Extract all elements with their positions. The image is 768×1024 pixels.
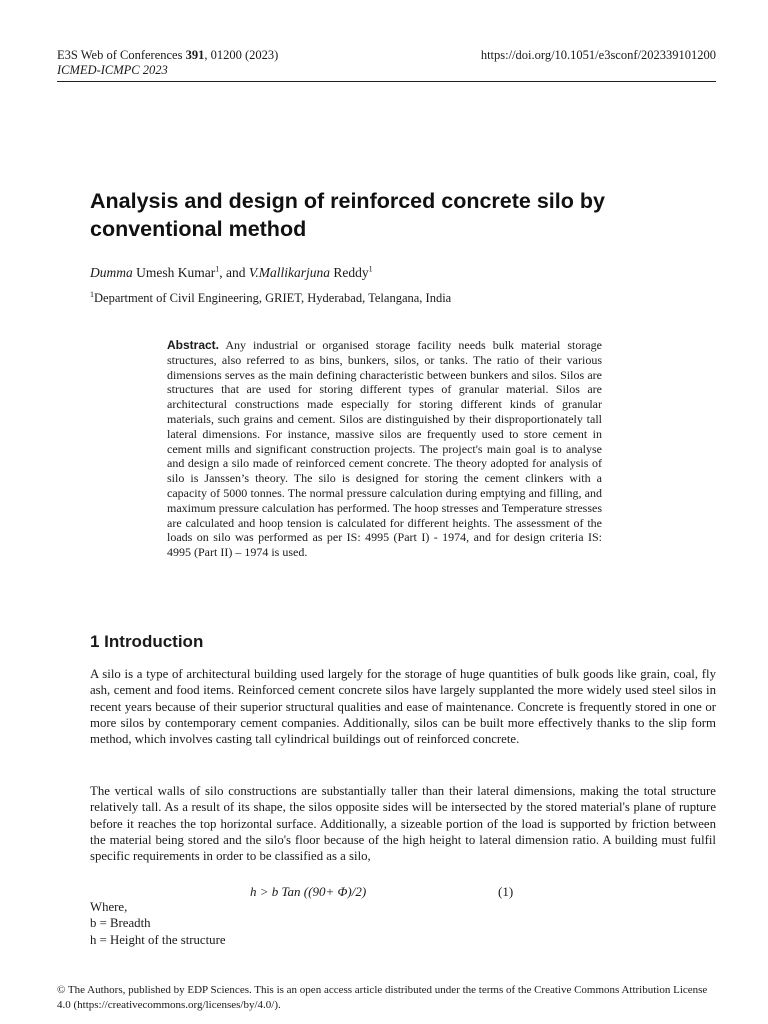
author-list bbox=[90, 265, 373, 281]
definition-h: h = Height of the structure bbox=[90, 932, 226, 947]
equation-1-number: (1) bbox=[498, 884, 514, 899]
journal-prefix: E3S Web of Conferences bbox=[57, 48, 186, 62]
abstract bbox=[167, 338, 602, 560]
intro-paragraph-2: The vertical walls of silo constructions are substantially taller than their lateral dimensions, making the total structure relatively tall. As a result of its shape, the silos opposite sides will be intersected by the stored material's plane of rupture before it reaches the top horizontal surface. Additionally, a sizeable portion of the load is supported by friction between the material being stored and the silo's floor because of the high height to lateral dimension ratio. A building must fulfil specific requirements in order to be classified as a silo, bbox=[90, 784, 716, 864]
abstract-text: Any industrial or organised storage facility needs bulk material storage structures, also referred to as bins, bunkers, silos, or tanks. The ratio of their various dimensions serves as the main defining characteristic between bunkers and silos. Silos are structures that are used for storing different types of granular material. Silos are architectural constructions made especially for storing different kinds of granular materials, such grains and cement. Silos are distinguished by their disproportionately tall lateral dimensions. For instance, massive silos are frequently used to store cement in cement mills and significant construction projects. The project's main goal is to analyse and design a silo made of reinforced cement concrete. The theory adopted for analysis of silo is Janssen’s theory. The silo is designed for storing the cement clinkers with a capacity of 5000 tonnes. The normal pressure calculation during emptying and filling, and maximum pressure calculation has performed. The hoop stresses and Temperature stresses are calculated and hoop tension is calculated for different heights. The assessment of the loads on silo was performed as per IS: 4995 (Part I) - 1974, and for design criteria IS: 4995 (Part II) – 1974 is used. bbox=[167, 338, 602, 560]
author-separator: , and bbox=[219, 265, 249, 280]
header-divider bbox=[57, 81, 716, 82]
conference-name: ICMED-ICMPC 2023 bbox=[57, 63, 168, 77]
journal-volume: 391 bbox=[185, 48, 205, 62]
author-1-first: Dumma bbox=[90, 265, 133, 280]
paper-title: Analysis and design of reinforced concrete silo by conventional method bbox=[90, 189, 605, 241]
variable-definitions bbox=[90, 899, 226, 948]
where-label: Where, bbox=[90, 900, 128, 914]
author-1-rest: Umesh Kumar bbox=[132, 265, 216, 280]
abstract-label: Abstract. bbox=[167, 338, 220, 352]
author-1-affil-mark: 1 bbox=[215, 264, 220, 274]
intro-paragraph-1: A silo is a type of architectural building used largely for the storage of huge quantities of bulk goods like grain, coal, fly ash, cement and food items. Reinforced cement concrete silos have largely supplanted the more widely used steel silos in recent years because of their superior structural qualities and ease of maintenance. Concrete is frequently stored in one or more silos by contemporary cement companies. Additionally, silos can be built more effectively thanks to the slip form method, which involves casting tall cylindrical buildings out of reinforced concrete. bbox=[90, 667, 716, 747]
journal-citation bbox=[57, 48, 278, 63]
journal-suffix: , 01200 (2023) bbox=[204, 48, 279, 62]
section-heading-introduction: 1 Introduction bbox=[90, 632, 204, 651]
author-2-rest: Reddy bbox=[330, 265, 369, 280]
equation-1: h > b Tan ((90+ Φ)/2) bbox=[250, 884, 367, 899]
affiliation-mark: 1 bbox=[90, 289, 94, 299]
affiliation bbox=[90, 291, 451, 306]
author-2-first: V.Mallikarjuna bbox=[248, 265, 330, 280]
license-footer: © The Authors, published by EDP Sciences. This is an open access article distributed under the terms of the Creative Commons Attribution License 4.0 (https://creativecommons.org/licenses/by/4.0/). bbox=[57, 984, 708, 1011]
definition-b: b = Breadth bbox=[90, 916, 151, 931]
doi-link[interactable]: https://doi.org/10.1051/e3sconf/202339101200 bbox=[480, 48, 716, 62]
affiliation-text: Department of Civil Engineering, GRIET, Hyderabad, Telangana, India bbox=[94, 291, 452, 305]
author-2-affil-mark: 1 bbox=[368, 264, 373, 274]
